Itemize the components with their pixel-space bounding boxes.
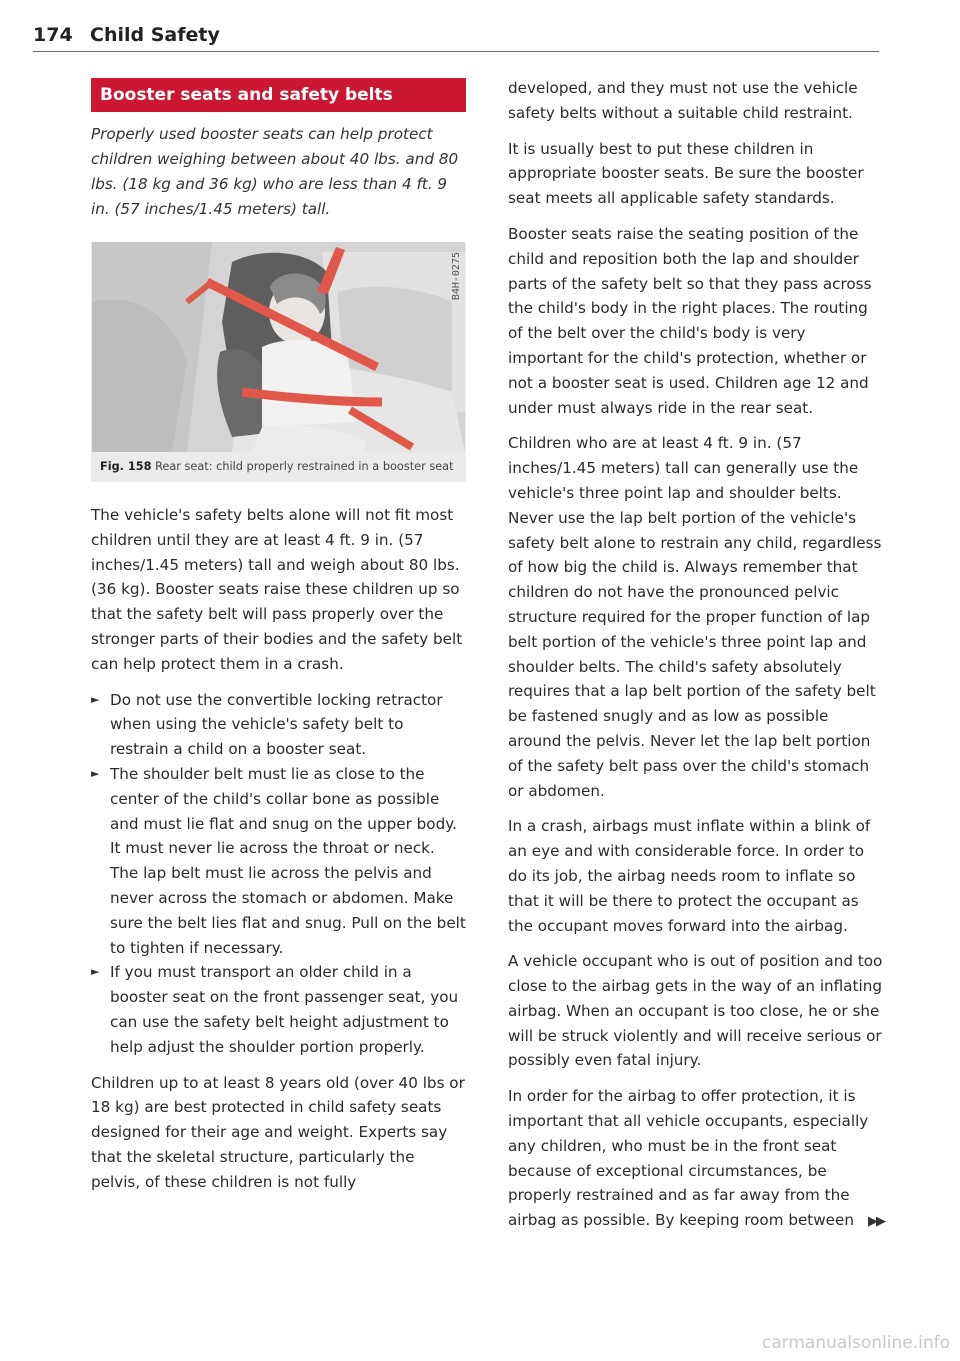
figure-code: B4H-0275: [451, 252, 462, 301]
right-paragraph: developed, and they must not use the vehicle safety belts without a suitable child restraint.: [508, 79, 858, 122]
list-item: ► Do not use the convertible locking retractor when using the vehicle's safety belt to restrain a child on a booster seat.: [91, 688, 466, 762]
right-paragraph: A vehicle occupant who is out of position and too close to the airbag gets in the way of an inflating airbag. When an occupant is too close, he or she will be struck violently and will receive serious or possibly even fatal injury.: [508, 952, 883, 1070]
watermark: carmanualsonline.info: [761, 1333, 950, 1353]
bullet-arrow-icon: ►: [91, 766, 100, 780]
intro-text: Properly used booster seats can help protect children weighing between about 40 lbs. and 80 lbs. (18 kg and 36 kg) who are less than 4 ft. 9 in. (57 inches/1.45 meters) tall.: [91, 125, 459, 218]
instruction-list: [91, 688, 466, 1060]
figure-158: [91, 242, 466, 482]
figure-illustration: [92, 242, 465, 452]
right-last-paragraph: In order for the airbag to offer protection, it is important that all vehicle occupants, especially any children, who must be in the front seat because of exceptional circumstances, be properly restrained and as far away from the airbag as possible. By keeping room between ▶▶: [508, 1084, 884, 1235]
figure-caption: [91, 452, 466, 482]
list-item: ► The shoulder belt must lie as close to the center of the child's collar bone as possible and must lie flat and snug on the upper body. It must never lie across the throat or neck. The lap belt must lie across the pelvis and never across the stomach or abdomen. Make sure the belt lies flat and snug. Pull on the belt to tighten if necessary.: [91, 762, 466, 960]
right-paragraph: In a crash, airbags must inflate within a blink of an eye and with considerable force. In order to do its job, the airbag needs room to inflate so that it will be there to protect the occupant as the occupant moves forward into the airbag.: [508, 817, 871, 935]
right-paragraph: It is usually best to put these children in appropriate booster seats. Be sure the booster seat meets all applicable safety standards.: [508, 139, 864, 208]
right-paragraph: Children who are at least 4 ft. 9 in. (57 inches/1.45 meters) tall can generally use the vehicle's three point lap and shoulder belts. Never use the lap belt portion of the vehicle's safety belt alone to restrain any child, regardless of how big the child is. Always remember that children do not have the pronounced pelvic structure required for the proper function of lap belt portion of the vehicle's three point lap and shoulder belts. The child's safety absolutely requires that a lap belt portion of the safety belt be fastened snugly and as low as possible around the pelvis. Never let the lap belt portion of the safety belt pass over the child's stomach or abdomen.: [508, 434, 882, 800]
page-number: 174: [33, 24, 73, 46]
page-header: [33, 24, 879, 54]
left-paragraph: The vehicle's safety belts alone will not fit most children until they are at least 4 ft. 9 in. (57 inches/1.45 meters) tall and weigh about 80 lbs. (36 kg). Booster seats raise these children up so that the safety belt will pass properly over the stronger parts of their bodies and the safety belt can help protect them in a crash.: [91, 506, 463, 673]
continue-arrow-icon: ▶▶: [868, 1214, 884, 1230]
booster-seat-illustration: [92, 242, 465, 452]
figure-label: Fig. 158: [100, 460, 152, 473]
section-banner: Booster seats and safety belts: [91, 78, 466, 112]
bullet-arrow-icon: ►: [91, 965, 100, 979]
left-column: [91, 78, 466, 1206]
section-title: Child Safety: [90, 24, 220, 46]
bullet-arrow-icon: ►: [91, 692, 100, 706]
right-column: [508, 76, 884, 1246]
left-closing-paragraph: Children up to at least 8 years old (over 40 lbs or 18 kg) are best protected in child safety seats designed for their age and weight. Experts say that the skeletal structure, particularly the pelvis, of these children is not fully: [91, 1073, 465, 1191]
list-item: ► If you must transport an older child in a booster seat on the front passenger seat, you can use the safety belt height adjustment to help adjust the shoulder portion properly.: [91, 960, 466, 1059]
figure-caption-text: Rear seat: child properly restrained in a booster seat: [155, 460, 454, 473]
header-divider: [33, 51, 879, 52]
right-paragraph: Booster seats raise the seating position of the child and reposition both the lap and shoulder parts of the safety belt so that they pass across the child's body in the right places. The routing of the belt over the child's body is very important for the child's protection, whether or not a booster seat is used. Children age 12 and under must always ride in the rear seat.: [508, 224, 872, 417]
